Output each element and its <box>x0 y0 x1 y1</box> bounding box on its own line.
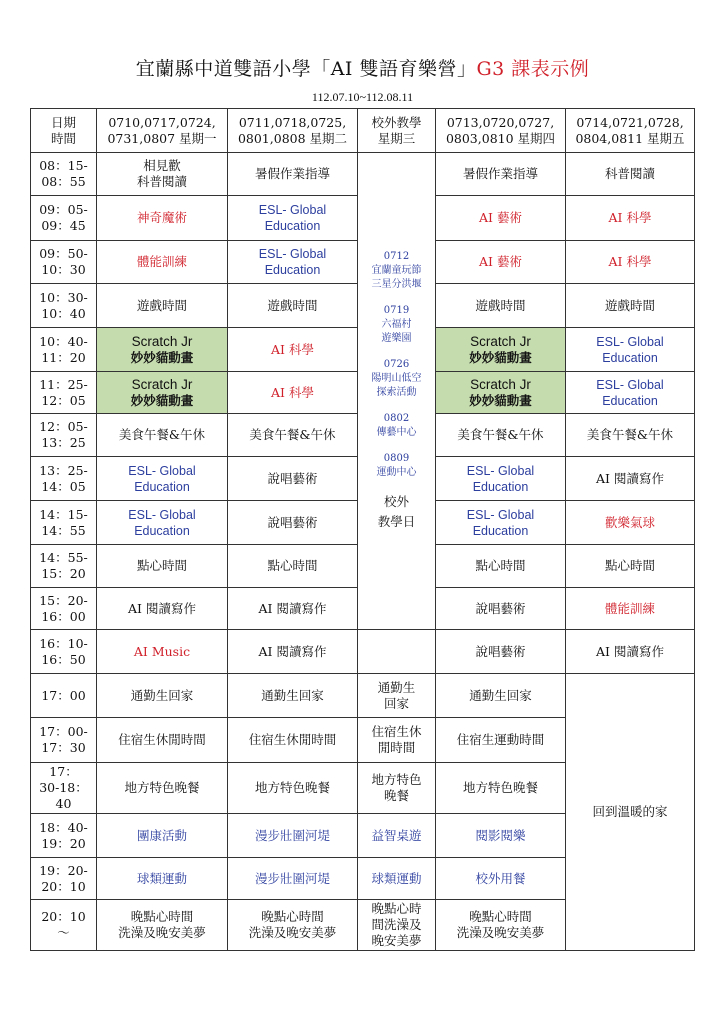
cell-line: 地方特色 <box>371 772 422 787</box>
cell-line: ESL- Global <box>258 203 327 217</box>
cell-line: Education <box>134 523 190 538</box>
outing-item <box>360 452 433 480</box>
cell-line: 住宿生休 <box>371 724 422 739</box>
time-cell <box>31 457 97 501</box>
cell-line: 17：30 <box>41 740 86 755</box>
cell-line: 運動中心 <box>376 467 417 478</box>
cell-line: 09：50- <box>39 246 88 261</box>
schedule-cell <box>436 900 566 951</box>
header-thu <box>436 109 566 153</box>
schedule-cell: 說唱藝術 <box>436 588 566 630</box>
table-row <box>31 630 695 674</box>
cell-line: 10：40 <box>41 305 86 321</box>
cell-line: Education <box>602 350 658 365</box>
cell-line: 妙妙貓動畫 <box>130 349 194 365</box>
fri-evening-cell: 回到溫暖的家 <box>566 674 695 951</box>
cell-line: 晚安美夢 <box>371 933 422 948</box>
cell-line: ESL- Global <box>128 463 196 478</box>
cell-line: 14：05 <box>41 478 86 494</box>
cell-line: 0809 <box>383 453 410 464</box>
cell-line: 10：30 <box>41 262 86 277</box>
schedule-cell: AI 閱讀寫作 <box>228 630 358 674</box>
time-cell <box>31 501 97 545</box>
schedule-cell: 體能訓練 <box>97 241 228 284</box>
cell-line: 0710,0717,0724, <box>108 114 216 130</box>
date-range: 112.07.10~112.08.11 <box>311 90 414 104</box>
cell-line: 0719 <box>383 305 410 316</box>
schedule-cell: 遊戲時間 <box>228 284 358 328</box>
schedule-cell: AI 科學 <box>228 328 358 372</box>
cell-line: 0711,0718,0725, <box>238 114 347 130</box>
time-cell <box>31 372 97 414</box>
schedule-cell: 點心時間 <box>97 545 228 588</box>
cell-line: Education <box>264 219 321 233</box>
schedule-cell: 球類運動 <box>358 858 436 900</box>
outing-column <box>358 153 436 630</box>
cell-line: 晚餐 <box>383 788 409 803</box>
header-row <box>31 109 695 153</box>
schedule-cell: 閱影閱樂 <box>436 814 566 858</box>
cell-line: Education <box>134 479 190 494</box>
outing-item <box>360 412 433 440</box>
cell-line: 30-18： <box>39 780 88 795</box>
cell-line: 通勤生 <box>377 679 416 695</box>
schedule-cell: 地方特色晚餐 <box>228 763 358 814</box>
schedule-cell: 點心時間 <box>566 545 695 588</box>
cell-line: 19：20- <box>39 862 88 878</box>
schedule-cell: 點心時間 <box>436 545 566 588</box>
schedule-cell <box>436 372 566 414</box>
empty-cell <box>358 630 436 674</box>
time-cell <box>31 328 97 372</box>
schedule-cell: 住宿生運動時間 <box>436 718 566 763</box>
cell-line: 晚點心時間 <box>469 909 532 924</box>
time-cell <box>31 414 97 457</box>
cell-line: 教學日 <box>377 514 416 529</box>
cell-line: 晚點心時 <box>371 901 422 916</box>
cell-line: Scratch Jr <box>470 376 531 392</box>
time-cell <box>31 588 97 630</box>
schedule-cell <box>566 328 695 372</box>
schedule-cell <box>97 501 228 545</box>
schedule-table <box>30 108 695 951</box>
schedule-cell: 美食午餐&午休 <box>228 414 358 457</box>
schedule-cell: 科普閱讀 <box>566 153 695 196</box>
schedule-cell: 美食午餐&午休 <box>566 414 695 457</box>
cell-line: Scratch Jr <box>131 333 193 349</box>
schedule-cell <box>358 718 436 763</box>
schedule-cell: 住宿生休閒時間 <box>228 718 358 763</box>
cell-line: Education <box>472 523 529 538</box>
schedule-cell: 體能訓練 <box>566 588 695 630</box>
cell-line: Education <box>472 479 529 494</box>
time-cell <box>31 674 97 718</box>
cell-line: 三星分洪堰 <box>371 279 422 290</box>
cell-line: 08：15- <box>39 158 88 173</box>
schedule-cell <box>566 372 695 414</box>
schedule-cell: 暑假作業指導 <box>436 153 566 196</box>
cell-line: ESL- Global <box>596 377 664 392</box>
schedule-cell <box>228 241 358 284</box>
schedule-cell: 美食午餐&午休 <box>436 414 566 457</box>
cell-line: 09：05- <box>39 202 88 217</box>
cell-line: 0801,0808 星期二 <box>237 130 348 146</box>
schedule-cell: 住宿生休閒時間 <box>97 718 228 763</box>
cell-line: 科普閱讀 <box>136 174 187 189</box>
cell-line: 14：55- <box>39 550 88 565</box>
cell-line: ESL- Global <box>466 463 535 478</box>
header-mon <box>97 109 228 153</box>
cell-line: 14：15- <box>39 506 88 522</box>
cell-line: 日期 <box>50 114 76 130</box>
schedule-cell: AI 藝術 <box>436 241 566 284</box>
schedule-cell: 通勤生回家 <box>436 674 566 718</box>
title-highlight: G3 課表示例 <box>476 58 590 80</box>
schedule-cell: 遊戲時間 <box>436 284 566 328</box>
cell-line: 探索活動 <box>376 387 417 398</box>
cell-line: 13：25 <box>41 435 86 450</box>
cell-line: 校外教學 <box>371 114 422 130</box>
cell-line: 0714,0721,0728, <box>576 114 684 130</box>
schedule-cell: AI 藝術 <box>436 196 566 241</box>
outing-item <box>360 358 433 400</box>
outing-item <box>360 250 433 292</box>
schedule-cell <box>358 763 436 814</box>
cell-line: 16：00 <box>41 608 86 624</box>
cell-line: 六福村 <box>381 319 412 330</box>
cell-line: 洗澡及晚安美夢 <box>456 925 545 940</box>
cell-line: 晚點心時間 <box>261 909 324 924</box>
cell-line: 宜蘭童玩節 <box>371 265 422 276</box>
cell-line: 相見歡 <box>143 158 181 173</box>
cell-line: 12：05- <box>39 419 88 434</box>
header-fri <box>566 109 695 153</box>
schedule-cell: 通勤生回家 <box>97 674 228 718</box>
cell-line: 0802 <box>383 413 410 424</box>
table-row <box>31 674 695 718</box>
time-cell <box>31 284 97 328</box>
schedule-cell: AI 閱讀寫作 <box>566 630 695 674</box>
cell-line: 校外 <box>383 494 409 509</box>
title-main: 宜蘭縣中道雙語小學「AI 雙語育樂營」 <box>135 58 477 80</box>
cell-line: 妙妙貓動畫 <box>469 349 532 365</box>
cell-line: 星期三 <box>377 130 416 146</box>
time-cell <box>31 196 97 241</box>
cell-line: 09：45 <box>41 218 86 233</box>
outing-item <box>360 304 433 346</box>
schedule-cell <box>436 457 566 501</box>
cell-line: 陽明山低空 <box>371 373 422 384</box>
cell-line: 16：10- <box>39 635 88 651</box>
cell-line: 14：55 <box>41 522 86 538</box>
cell-line: 17：00- <box>39 724 88 739</box>
schedule-cell <box>358 900 436 951</box>
schedule-cell: 點心時間 <box>228 545 358 588</box>
cell-line: 間洗澡及 <box>371 917 422 932</box>
schedule-cell: AI 科學 <box>566 196 695 241</box>
time-cell <box>31 545 97 588</box>
cell-line: 19：20 <box>41 835 86 851</box>
page-title <box>0 54 725 81</box>
cell-line: 0804,0811 星期五 <box>575 130 685 146</box>
cell-line: 40 <box>55 796 72 811</box>
schedule-cell: AI 閱讀寫作 <box>566 457 695 501</box>
schedule-cell: 神奇魔術 <box>97 196 228 241</box>
table-row <box>31 153 695 196</box>
cell-line: 11：20 <box>41 349 86 365</box>
schedule-cell: 校外用餐 <box>436 858 566 900</box>
schedule-cell: 歡樂氣球 <box>566 501 695 545</box>
time-cell <box>31 153 97 196</box>
cell-line: 13：25- <box>39 462 88 478</box>
schedule-cell: 說唱藝術 <box>436 630 566 674</box>
cell-line: 晚點心時間 <box>130 909 194 924</box>
cell-line: 0712 <box>383 251 410 262</box>
cell-line: 10：30- <box>39 289 88 305</box>
cell-line: ～ <box>57 925 70 940</box>
schedule-cell: 漫步壯圍河堤 <box>228 858 358 900</box>
time-cell <box>31 718 97 763</box>
schedule-cell <box>228 900 358 951</box>
schedule-cell: 益智桌遊 <box>358 814 436 858</box>
time-cell <box>31 630 97 674</box>
time-cell <box>31 858 97 900</box>
schedule-cell <box>228 196 358 241</box>
cell-line: 洗澡及晚安美夢 <box>118 925 206 940</box>
cell-line: 傳藝中心 <box>376 427 417 438</box>
schedule-cell: 暑假作業指導 <box>228 153 358 196</box>
cell-line: 閒時間 <box>377 740 416 755</box>
cell-line: 0731,0807 星期一 <box>107 130 217 146</box>
time-cell <box>31 814 97 858</box>
cell-line: 20：10 <box>41 909 86 924</box>
cell-line: 回家 <box>383 695 409 711</box>
header-wed <box>358 109 436 153</box>
time-cell <box>31 763 97 814</box>
schedule-cell: 通勤生回家 <box>228 674 358 718</box>
time-cell <box>31 241 97 284</box>
schedule-cell: 漫步壯圍河堤 <box>228 814 358 858</box>
schedule-cell <box>436 501 566 545</box>
schedule-cell <box>97 153 228 196</box>
cell-line: 10：40- <box>39 333 88 349</box>
cell-line: 16：50 <box>41 651 86 667</box>
cell-line: 11：25- <box>39 376 88 392</box>
schedule-cell: 說唱藝術 <box>228 501 358 545</box>
cell-line: 妙妙貓動畫 <box>469 392 532 408</box>
cell-line: 0803,0810 星期四 <box>445 130 556 146</box>
cell-line: ESL- Global <box>466 507 535 522</box>
outing-label <box>360 492 433 532</box>
schedule-cell: 地方特色晚餐 <box>97 763 228 814</box>
cell-line: 20：10 <box>41 878 86 894</box>
time-cell <box>31 900 97 951</box>
cell-line: 17： <box>49 764 78 779</box>
cell-line: 0713,0720,0727, <box>446 114 555 130</box>
cell-line: 0726 <box>383 359 410 370</box>
cell-line: 17：00 <box>41 687 86 703</box>
cell-line: Education <box>602 393 658 408</box>
schedule-cell <box>97 900 228 951</box>
cell-line: 妙妙貓動畫 <box>130 392 194 408</box>
schedule-cell: 美食午餐&午休 <box>97 414 228 457</box>
schedule-cell <box>97 372 228 414</box>
schedule-cell: 說唱藝術 <box>228 457 358 501</box>
schedule-cell: 遊戲時間 <box>97 284 228 328</box>
schedule-cell: AI Music <box>97 630 228 674</box>
cell-line: 12：05 <box>41 392 86 408</box>
cell-line: ESL- Global <box>128 507 196 522</box>
header-time_col <box>31 109 97 153</box>
cell-line: 08：55 <box>41 174 86 189</box>
schedule-cell: AI 科學 <box>228 372 358 414</box>
schedule-cell: 球類運動 <box>97 858 228 900</box>
cell-line: 18：40- <box>39 819 88 835</box>
cell-line: Scratch Jr <box>470 333 531 349</box>
cell-line: 洗澡及晚安美夢 <box>248 925 337 940</box>
schedule-cell: 遊戲時間 <box>566 284 695 328</box>
cell-line: 15：20- <box>39 592 88 608</box>
cell-line: ESL- Global <box>258 247 327 261</box>
cell-line: Scratch Jr <box>131 376 193 392</box>
cell-line: ESL- Global <box>596 334 664 349</box>
schedule-cell: AI 科學 <box>566 241 695 284</box>
schedule-cell <box>97 457 228 501</box>
schedule-cell: 團康活動 <box>97 814 228 858</box>
schedule-cell <box>358 674 436 718</box>
cell-line: Education <box>264 263 321 277</box>
cell-line: 15：20 <box>41 566 86 581</box>
header-tue <box>228 109 358 153</box>
schedule-cell <box>97 328 228 372</box>
cell-line: 時間 <box>50 130 76 146</box>
schedule-cell <box>436 328 566 372</box>
cell-line: 遊樂園 <box>381 333 412 344</box>
schedule-cell: AI 閱讀寫作 <box>97 588 228 630</box>
schedule-cell: 地方特色晚餐 <box>436 763 566 814</box>
schedule-cell: AI 閱讀寫作 <box>228 588 358 630</box>
